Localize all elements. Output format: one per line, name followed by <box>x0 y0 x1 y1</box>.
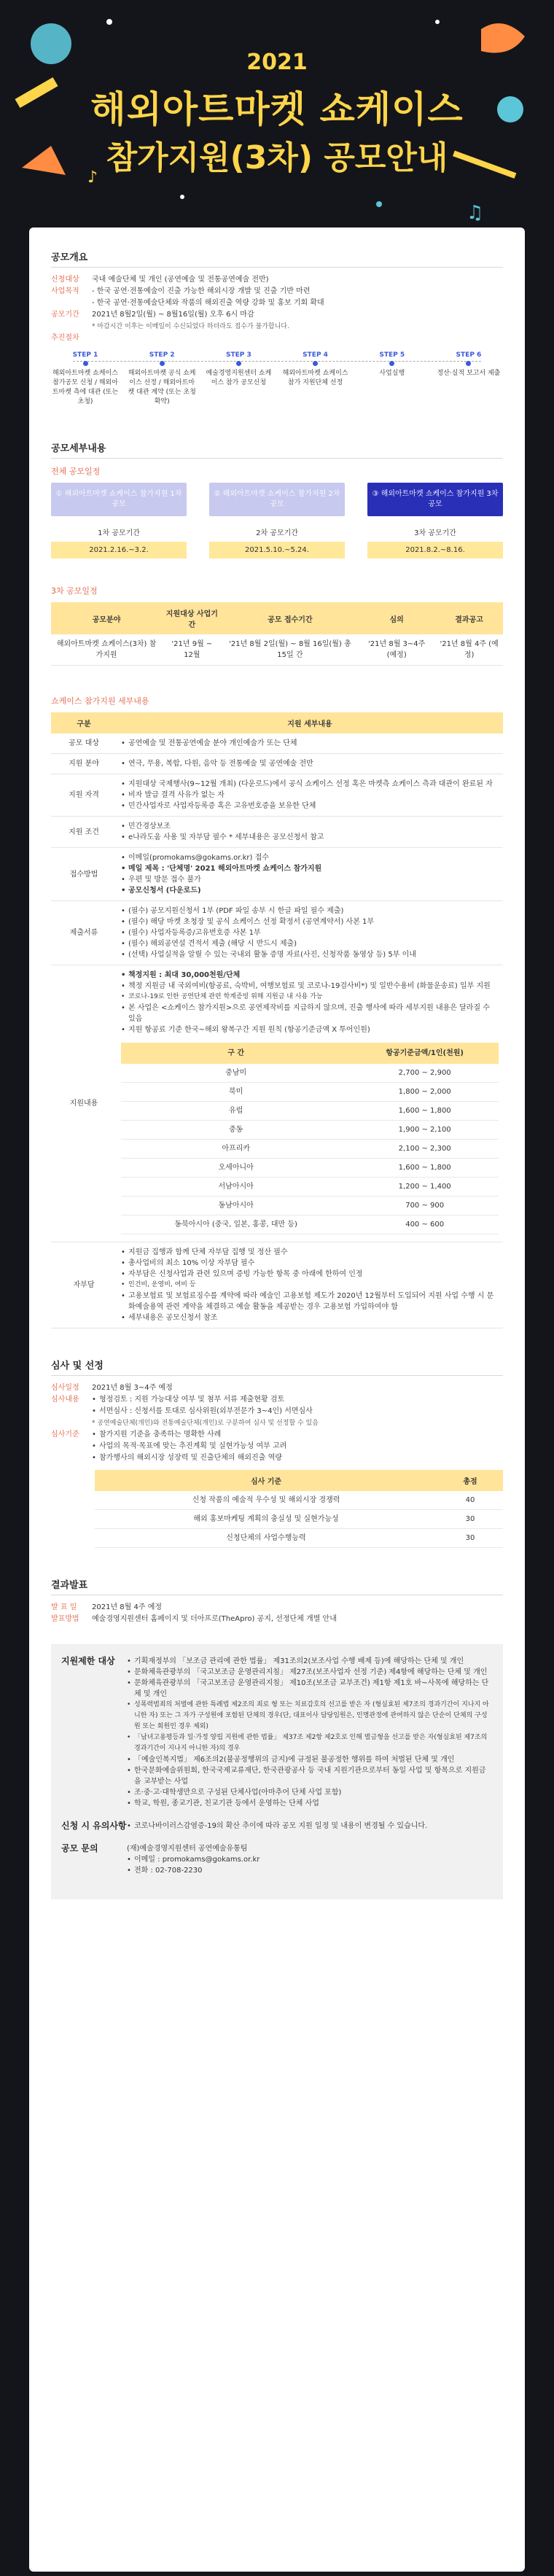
table-row: 지원 분야 • 연극, 무용, 복합, 다원, 음악 등 전통예술 및 공연예술 전반 <box>51 754 503 774</box>
table-row: 아프리카 2,100 ~ 2,300 <box>121 1140 499 1159</box>
contact-email[interactable]: • 이메일 : promokams@gokams.or.kr <box>127 1854 493 1865</box>
support-table: 구분 지원 세부내용 공모 대상 • 공연예술 및 전통공연예술 분야 개인예술가 또는 단체 지원 분야 • 연극, 무용, 복합, 다원, 음악 등 전통예술 및 공연예술 전반 지원 자격 • 지원대상 국제행사(9~12월 개최) (다운로드)에서 공식 쇼케이스 선정 혹은 마켓측 쇼케이스 측과 대관이 완료된 자 • 비자 발급 결격 사유가 없는 자 • 민간사업자로 사업자등록증 혹은 고유번호증을 보유한 단체 지원 조건 • 민간경상보조 • e나라도움 사용 및 자부담 필수 * 세부내용은 공모신청서 참고 접수방법 • 이메일(promokams@gokams.or.kr) 접수 • 메일 제목 : '단체명' 2021 해외아트마켓 쇼케이스 참가지원 • 우편 및 방문 접수 불가 • 공모신청서 (다운로드) 제출서류 • (필수) 공모지원신청서 1부 (PDF 파일 송부 시 한글 파일 필수 제출) • (필수) 해당 마켓 초청장 및 공식 쇼케이스 선정 확정서 (공연계약서) 사본 1부 • (필수) 사업자등록증/고유번호증 사본 1부 • (필수) 해외공연설 견적서 제출 (해당 시 반드시 제출) • (선택) 사업실적을 알릴 수 있는 국내외 활동 증명 자료(사진, 신청작품 동영상 등) 5부 이내 지원내용 • 책정지원 : 최대 30,000천원/단체 • 책정 지원금 내 국외여비(항공료, 숙박비, 여행보험료 및 코로나-19검사비*) 및 일반수용비 (화물운송료) 일부 지원 • 코로나-19로 인한 공연단체 관련 학계증빙 위해 지원금 내 사용 가능 • 본 사업은 <쇼케이스 참가지원>으로 공연제작비를 지급하지 않으며, 진출 행사에 따라 세부지원 내용은 달라질 수 있음 • 지원 항공료 기준 한국~해외 왕복구간 지원 원칙 (항공기준금액 X 투어인원) 구 간 항공기준금액/1인(천원) 중남미 2,700 ~ 2,900 북미 1,800 ~ 2,000 유럽 1,600 ~ 1,800 중동 1,900 ~ 2,100 아프리카 2,100 ~ 2,300 오세아니아 1,600 ~ 1,800 서남아시아 1,200 ~ 1,400 동남아시아 700 ~ 900 동북아시아 (중국, 일본, 홍콩, 대만 등) 400 ~ 600 자부담 • 지원금 집행과 함께 단체 자부담 집행 및 정산 필수 • 총사업비의 최소 10% 이상 자부담 필수 • 자부담은 신청사업과 관련 있으며 증빙 가능한 항목 중 아래에 한하여 인정 • 인건비, 운영비, 여비 등 • 고용보험료 및 보험료징수를 계약에 따라 예술인 고용보험 제도가 2020년 12월부터 도입되어 지원 사업 수행 시 문화예술용역 관련 계약을 체결하고 예술 활동을 제공받는 경우 고용보험 가입하여야 함 • 세부내용은 공모신청서 참조 <box>51 712 503 1328</box>
notice-label: 신청 시 유의사항 <box>61 1821 127 1831</box>
process-steps <box>51 351 503 407</box>
fare-table: 구 간 항공기준금액/1인(천원) 중남미 2,700 ~ 2,900 북미 1,800 ~ 2,000 유럽 1,600 ~ 1,800 중동 1,900 ~ 2,100 아프리카 2,100 ~ 2,300 오세아니아 1,600 ~ 1,800 서남아시아 1,200 ~ 1,400 동남아시아 700 ~ 900 동북아시아 (중국, 일본, 홍콩, 대만 등) 400 ~ 600 <box>121 1043 499 1234</box>
step-6: STEP 6 정산·실적 보고서 제출 <box>437 351 501 377</box>
table-row: 신청 작품의 예술적 우수성 및 해외시장 경쟁력 40 <box>95 1491 503 1510</box>
review-title: 심사 및 선정 <box>51 1358 503 1376</box>
purpose-value-2: - 한국 공연·전통예술단체와 작품의 해외진출 역량 강화 및 홍보 기회 확대 <box>92 299 324 307</box>
schedule-title: 전체 공모일정 <box>51 467 101 476</box>
table-row: 지원내용 • 책정지원 : 최대 30,000천원/단체 • 책정 지원금 내 국외여비(항공료, 숙박비, 여행보험료 및 코로나-19검사비*) 및 일반수용비 (화물운송료) 일부 지원 • 코로나-19로 인한 공연단체 관련 학계증빙 위해 지원금 내 사용 가능 • 본 사업은 <쇼케이스 참가지원>으로 공연제작비를 지급하지 않으며, 진출 행사에 따라 세부지원 내용은 달라질 수 있음 • 지원 항공료 기준 한국~해외 왕복구간 지원 원칙 (항공기준금액 X 투어인원) 구 간 항공기준금액/1인(천원) 중남미 2,700 ~ 2,900 북미 1,800 ~ 2,000 유럽 1,600 ~ 1,800 중동 1,900 ~ 2,100 아프리카 2,100 ~ 2,300 오세아니아 1,600 ~ 1,800 서남아시아 1,200 ~ 1,400 동남아시아 700 ~ 900 동북아시아 (중국, 일본, 홍콩, 대만 등) 400 ~ 600 <box>51 965 503 1242</box>
purpose-label: 사업목적 <box>51 287 79 295</box>
phase-2: ② 해외아트마켓 쇼케이스 참가지원 2차 공모 2차 공모기간 2021.5.10.~5.24. <box>209 483 345 559</box>
phase-1: ① 해외아트마켓 쇼케이스 참가지원 1차 공모 1차 공모기간 2021.2.16.~3.2. <box>51 483 187 559</box>
table-row: 동남아시아 700 ~ 900 <box>121 1196 499 1215</box>
table-row: 접수방법 • 이메일(promokams@gokams.or.kr) 접수 • 메일 제목 : '단체명' 2021 해외아트마켓 쇼케이스 참가지원 • 우편 및 방문 접수 불가 • 공모신청서 (다운로드) <box>51 848 503 901</box>
table-row: 지원 조건 • 민간경상보조 • e나라도움 사용 및 자부담 필수 * 세부내용은 공모신청서 참고 <box>51 817 503 848</box>
table-row: 제출서류 • (필수) 공모지원신청서 1부 (PDF 파일 송부 시 한글 파일 필수 제출) • (필수) 해당 마켓 초청장 및 공식 쇼케이스 선정 확정서 (공연계약서) 사본 1부 • (필수) 사업자등록증/고유번호증 사본 1부 • (필수) 해외공연설 견적서 제출 (해당 시 반드시 제출) • (선택) 사업실적을 알릴 수 있는 국내외 활동 증명 자료(사진, 신청작품 동영상 등) 5부 이내 <box>51 901 503 965</box>
period-value: 2021년 8월2일(월) ~ 8월16일(월) 오후 6시 마감 <box>92 311 254 319</box>
table-row: 해외 홍보마케팅 계획의 충실성 및 실현가능성 30 <box>95 1510 503 1529</box>
hero-title: 해외아트마켓 쇼케이스 <box>90 88 464 131</box>
period-note: * 마감시간 이후는 이메일이 수신되었다 하더라도 접수가 불가합니다. <box>92 323 289 330</box>
svg-text:♫: ♫ <box>467 202 484 224</box>
table-row: 오세아니아 1,600 ~ 1,800 <box>121 1159 499 1178</box>
overview-title: 공모개요 <box>51 249 503 268</box>
hero-subtitle: 참가지원(3차) 공모안내 <box>106 139 448 176</box>
process-label: 추진절차 <box>51 334 79 342</box>
target-value: 국내 예술단체 및 개인 (공연예술 및 전통공연예술 전반) <box>92 276 269 284</box>
target-label: 신청대상 <box>51 276 79 284</box>
phase-list <box>51 483 503 559</box>
contact-label: 공모 문의 <box>61 1843 98 1853</box>
form-download-link[interactable]: • 공모신청서 (다운로드) <box>121 885 499 896</box>
table-row: 신청단체의 사업수행능력 30 <box>95 1529 503 1548</box>
score-table: 심사 기준 총점 신청 작품의 예술적 우수성 및 해외시장 경쟁력 40 해외 홍보마케팅 계획의 충실성 및 실현가능성 30 신청단체의 사업수행능력 30 <box>95 1470 503 1548</box>
limit-label: 지원제한 대상 <box>61 1656 115 1666</box>
table-row: 지원 자격 • 지원대상 국제행사(9~12월 개최) (다운로드)에서 공식 쇼케이스 선정 혹은 마켓측 쇼케이스 측과 대관이 완료된 자 • 비자 발급 결격 사유가 없는 자 • 민간사업자로 사업자등록증 혹은 고유번호증을 보유한 단체 <box>51 774 503 817</box>
table-row: 서남아시아 1,200 ~ 1,400 <box>121 1178 499 1196</box>
table-row: 중동 1,900 ~ 2,100 <box>121 1121 499 1140</box>
period-label: 공모기간 <box>51 311 79 319</box>
third-schedule-table: 공모분야 지원대상 사업기간 공모 접수기간 심의 결과공고 해외아트마켓 쇼케이스(3차) 참가지원 '21년 9월 ~ 12월 '21년 8월 2일(월) ~ 8월 16일(월) 총 15일 간 '21년 8월 3~4주 (예정) '21년 8월 4주 (예정) <box>51 602 503 666</box>
step-3: STEP 3 예술경영지원센터 쇼케이스 참가 공모신청 <box>206 351 272 386</box>
table-row: 중남미 2,700 ~ 2,900 <box>121 1064 499 1083</box>
contact-phone: • 전화 : 02-708-2230 <box>127 1865 493 1876</box>
step-4: STEP 4 해외아트마켓 쇼케이스 참가 지원단체 선정 <box>282 351 348 386</box>
step-1: STEP 1 해외아트마켓 쇼케이스 참가공모 신청 / 해외아트마켓 측에 대관 (또는 초청) <box>52 351 119 405</box>
table-row: 북미 1,800 ~ 2,000 <box>121 1083 499 1102</box>
third-schedule-title: 3차 공모일정 <box>51 586 98 596</box>
table-row: 자부담 • 지원금 집행과 함께 단체 자부담 집행 및 정산 필수 • 총사업비의 최소 10% 이상 자부담 필수 • 자부담은 신청사업과 관련 있으며 증빙 가능한 항목 중 아래에 한하여 인정 • 인건비, 운영비, 여비 등 • 고용보험료 및 보험료징수를 계약에 따라 예술인 고용보험 제도가 2020년 12월부터 도입되어 지원 사업 수행 시 문화예술용역 관련 계약을 체결하고 예술 활동을 제공받는 경우 고용보험 가입하여야 함 • 세부내용은 공모신청서 참조 <box>51 1242 503 1328</box>
email-link[interactable]: • 이메일(promokams@gokams.or.kr) 접수 <box>121 852 499 863</box>
hero-banner <box>0 0 554 241</box>
svg-text:♪: ♪ <box>87 168 98 187</box>
step-5: STEP 5 사업실행 <box>379 351 405 377</box>
table-row: 유럽 1,600 ~ 1,800 <box>121 1102 499 1121</box>
table-row: 공모 대상 • 공연예술 및 전통공연예술 분야 개인예술가 또는 단체 <box>51 734 503 754</box>
table-row: 해외아트마켓 쇼케이스(3차) 참가지원 '21년 9월 ~ 12월 '21년 8월 2일(월) ~ 8월 16일(월) 총 15일 간 '21년 8월 3~4주 (예정) '21년 8월 4주 (예정) <box>51 634 503 666</box>
purpose-value-1: - 한국 공연·전통예술이 진출 가능한 해외시장 개발 및 진출 기반 마련 <box>92 287 311 295</box>
table-row: 동북아시아 (중국, 일본, 홍콩, 대만 등) 400 ~ 600 <box>121 1215 499 1234</box>
support-title: 쇼케이스 참가지원 세부내용 <box>51 696 149 706</box>
phase-3: ③ 해외아트마켓 쇼케이스 참가지원 3차 공모 3차 공모기간 2021.8.2.~8.16. <box>367 483 503 559</box>
footer-box: 지원제한 대상 • 기획재정부의 「보조금 관리에 관한 법률」 제31조의2(보조사업 수행 배제 등)에 해당하는 단체 및 개인 • 문화체육관광부의 「국고보조금 운영관리지침」 제27조(보조사업자 선정 기준) 제4항에 해당하는 단체 및 개인 • 문화체육관광부의 「국고보조금 운영관리지침」 제10조(보조금 교부조건) 제1항 제1호 바~사목에 해당하는 단체 및 개인 • 성폭력범죄의 처벌에 관한 특례법 제2조의 죄로 형 또는 치료감호의 선고를 받은 자 (형실효된 제7조의 경과기간이 지나지 아니한 자) 또는 그 자가 구성원에 포함된 단체의 경우(단, 대표이사 담당임원은, 인명관정에 관여하지 않은 단순이 단체의 구성원 또는 회원인 경우 제외) • 「남녀고용평등과 일·가정 양립 지원에 관한 법률」 제37조 제2항 제2호로 인해 벌금형을 선고를 받은 자(형실효된 제7조의 경과기간이 지나지 아니한 자)의 경우 • 「예술인복지법」 제6조의2(불공정행위의 금지)에 규정된 불공정한 행위를 하여 처벌된 단체 및 개인 • 한국문화예술위원회, 한국국제교류재단, 한국관광공사 등 국내 지원기관으로부터 동일 사업 및 항목으로 지원금을 교부받는 사업 • 조·중·고·대학생만으로 구성된 단체사업(아마추어 단체 사업 포함) • 학교, 학원, 종교기관, 친교기관 등에서 운영하는 단체 사업 신청 시 유의사항 • 코로나바이러스감염증-19의 확산 추이에 따라 공모 지원 일정 및 내용이 변경될 수 있습니다. 공모 문의 (재)예술경영지원센터 공연예술유통팀 • 이메일 : promokams@gokams.or.kr • 전화 : 02-708-2230 <box>51 1644 503 1899</box>
hero-year: 2021 <box>246 50 308 75</box>
details-title: 공모세부내용 <box>51 440 503 459</box>
step-2: STEP 2 해외아트마켓 공식 쇼케이스 선정 / 해외아트마켓 대관 계약 (또는 초청 확약) <box>128 351 196 405</box>
result-title: 결과발표 <box>51 1577 503 1595</box>
notice-card: 공모개요 신청대상 국내 예술단체 및 개인 (공연예술 및 전통공연예술 전반) 사업목적 - 한국 공연·전통예술이 진출 가능한 해외시장 개발 및 진출 기반 마련 - 한국 공연·전통예술단체와 작품의 해외진출 역량 강화 및 홍보 기회 확대 공모기간 2021년 8월2일(월) ~ 8월16일(월) 오후 6시 마감 * 마감시간 이후는 이메일이 수신되었다 하더라도 접수가 불가합니다. 추진절차 STEP 1 해외아트마켓 쇼케이스 참가공모 신청 / 해외아트마켓 측에 대관 (또는 초청) STEP 2 해외아트마켓 공식 쇼케이스 선정 / 해외아트마켓 대관 계약 (또는 초청 확약) STEP 3 예술경영지원센터 쇼케이스 참가 공모신청 STEP 4 해외아트마켓 쇼케이스 참가 지원단체 선정 STEP 5 사업실행 STEP 6 정산·실적 보고서 제출 공모세부내용 전체 공모일정 ① 해외아트마켓 쇼케이스 참가지원 1차 공모 1차 공모기간 2021.2.16.~3.2. ② 해외아트마켓 쇼케이스 참가지원 2차 공모 2차 공모기간 2021.5.10.~5.24. ③ 해외아트마켓 쇼케이스 참가지원 3차 공모 3차 공모기간 2021.8.2.~8.16. 3차 공모일정 공모분야 지원대상 사업기간 공모 접수기간 심의 결과공고 해외아트마켓 쇼케이스(3차) 참가지원 '21년 9월 ~ 12월 '21년 8월 2일(월) ~ 8월 16일(월) 총 15일 간 '21년 8월 3~4주 (예정) '21년 8월 4주 (예정) 쇼케이스 참가지원 세부내용 구분 지원 세부내용 공모 대상 • 공연예술 및 전통공연예술 분야 개인예술가 또는 단체 지원 분야 • 연극, 무용, 복합, 다원, 음악 등 전통예술 및 공연예술 전반 지원 자격 • 지원대상 국제행사(9~12월 개최) (다운로드)에서 공식 쇼케이스 선정 혹은 마켓측 쇼케이스 측과 대관이 완료된 자 • 비자 발급 결격 사유가 없는 자 • 민간사업자로 사업자등록증 혹은 고유번호증을 보유한 단체 지원 조건 • 민간경상보조 • e나라도움 사용 및 자부담 필수 * 세부내용은 공모신청서 참고 접수방법 • 이메일(promokams@gokams.or.kr) 접수 • 메일 제목 : '단체명' 2021 해외아트마켓 쇼케이스 참가지원 • 우편 및 방문 접수 불가 • 공모신청서 (다운로드) 제출서류 • (필수) 공모지원신청서 1부 (PDF 파일 송부 시 한글 파일 필수 제출) • (필수) 해당 마켓 초청장 및 공식 쇼케이스 선정 확정서 (공연계약서) 사본 1부 • (필수) 사업자등록증/고유번호증 사본 1부 • (필수) 해외공연설 견적서 제출 (해당 시 반드시 제출) • (선택) 사업실적을 알릴 수 있는 국내외 활동 증명 자료(사진, 신청작품 동영상 등) 5부 이내 지원내용 • 책정지원 : 최대 30,000천원/단체 • 책정 지원금 내 국외여비(항공료, 숙박비, 여행보험료 및 코로나-19검사비*) 및 일반수용비 (화물운송료) 일부 지원 • 코로나-19로 인한 공연단체 관련 학계증빙 위해 지원금 내 사용 가능 • 본 사업은 <쇼케이스 참가지원>으로 공연제작비를 지급하지 않으며, 진출 행사에 따라 세부지원 내용은 달라질 수 있음 • 지원 항공료 기준 한국~해외 왕복구간 지원 원칙 (항공기준금액 X 투어인원) 구 간 항공기준금액/1인(천원) 중남미 2,700 ~ 2,900 북미 1,800 ~ 2,000 유럽 1,600 ~ 1,800 중동 1,900 ~ 2,100 아프리카 2,100 ~ 2,300 오세아니아 1,600 ~ 1,800 서남아시아 1,200 ~ 1,400 동남아시아 700 ~ 900 동북아시아 (중국, 일본, 홍콩, 대만 등) 400 ~ 600 자부담 • 지원금 집행과 함께 단체 자부담 집행 및 정산 필수 • 총사업비의 최소 10% 이상 자부담 필수 • 자부담은 신청사업과 관련 있으며 증빙 가능한 항목 중 아래에 한하여 인정 • 인건비, 운영비, 여비 등 • 고용보험료 및 보험료징수를 계약에 따라 예술인 고용보험 제도가 2020년 12월부터 도입되어 지원 사업 수행 시 문화예술용역 관련 계약을 체결하고 예술 활동을 제공받는 경우 고용보험 가입하여야 함 • 세부내용은 공모신청서 참조 심사 및 선정 심사일정 2021년 8월 3~4주 예정 심사내용 • 형정검토 : 지원 가능대상 여부 및 첨부 서류 제출현황 검토 • 서면심사 : 신청서를 토대로 심사위원(외부전문가 3~4인) 서면심사 * 공연예술단체(개인)와 전통예술단체(개인)로 구분하여 심사 및 선정할 수 있음 심사기준 • 참가지원 기준을 충족하는 명확한 사례 • 사업의 목적·목표에 맞는 추진계획 및 실현가능성 여부 고려 • 참가행사의 해외시장 성장력 및 진출단체의 해외진출 역량 심사 기준 총점 신청 작품의 예술적 우수성 및 해외시장 경쟁력 40 해외 홍보마케팅 계획의 충실성 및 실현가능성 30 신청단체의 사업수행능력 30 결과발표 발 표 일 2021년 8월 4주 예정 발표방법 예술경영지원센터 홈페이지 및 더아프로(TheApro) 공지, 선정단체 개별 안내 지원제한 대상 • 기획재정부의 「보조금 관리에 관한 법률」 제31조의2(보조사업 수행 배제 등)에 해당하는 단체 및 개인 • 문화체육관광부의 「국고보조금 운영관리지침」 제27조(보조사업자 선정 기준) 제4항에 해당하는 단체 및 개인 • 문화체육관광부의 「국고보조금 운영관리지침」 제10조(보조금 교부조건) 제1항 제1호 바~사목에 해당하는 단체 및 개인 • 성폭력범죄의 처벌에 관한 특례법 제2조의 죄로 형 또는 치료감호의 선고를 받은 자 (형실효된 제7조의 경과기간이 지나지 아니한 자) 또는 그 자가 구성원에 포함된 단체의 경우(단, 대표이사 담당임원은, 인명관정에 관여하지 않은 단순이 단체의 구성원 또는 회원인 경우 제외) • 「남녀고용평등과 일·가정 양립 지원에 관한 법률」 제37조 제2항 제2호로 인해 벌금형을 선고를 받은 자(형실효된 제7조의 경과기간이 지나지 아니한 자)의 경우 • 「예술인복지법」 제6조의2(불공정행위의 금지)에 규정된 불공정한 행위를 하여 처벌된 단체 및 개인 • 한국문화예술위원회, 한국국제교류재단, 한국관광공사 등 국내 지원기관으로부터 동일 사업 및 항목으로 지원금을 교부받는 사업 • 조·중·고·대학생만으로 구성된 단체사업(아마추어 단체 사업 포함) • 학교, 학원, 종교기관, 친교기관 등에서 운영하는 단체 사업 신청 시 유의사항 • 코로나바이러스감염증-19의 확산 추이에 따라 공모 지원 일정 및 내용이 변경될 수 있습니다. 공모 문의 (재)예술경영지원센터 공연예술유통팀 • 이메일 : promokams@gokams.or.kr • 전화 : 02-708-2230 <box>29 227 525 2572</box>
